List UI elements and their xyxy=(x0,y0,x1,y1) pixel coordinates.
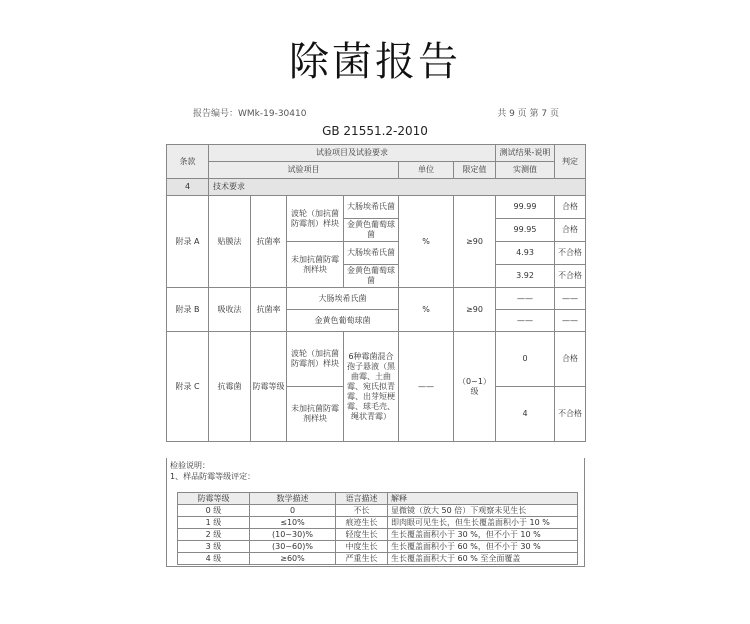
appendix-a-method: 贴膜法 xyxy=(209,196,251,288)
appendix-a-verdict-2: 合格 xyxy=(555,219,586,242)
notes-heading: 检验说明： xyxy=(170,461,210,470)
appendix-a-value-4: 3.92 xyxy=(496,265,555,288)
appendix-a-bacteria-2: 金黄色葡萄球菌 xyxy=(344,219,399,242)
grade-math: (30~60)% xyxy=(250,541,336,553)
grade-lang: 痕迹生长 xyxy=(336,517,388,529)
appendix-b-value-2: —— xyxy=(496,310,555,332)
grade-header-math: 数学描述 xyxy=(250,493,336,505)
grade-level: 1 级 xyxy=(178,517,250,529)
appendix-b-verdict-2: —— xyxy=(555,310,586,332)
grade-lang: 不长 xyxy=(336,505,388,517)
appendix-a-bacteria-3: 大肠埃希氏菌 xyxy=(344,242,399,265)
grade-row xyxy=(178,553,578,565)
grade-header-row xyxy=(178,493,578,505)
mold-grade-table xyxy=(177,492,578,565)
grade-math: ≤10% xyxy=(250,517,336,529)
appendix-c-verdict-1: 合格 xyxy=(555,332,586,387)
grade-header-explain: 解释 xyxy=(388,493,578,505)
header-limit: 限定值 xyxy=(454,162,496,179)
appendix-c-unit: —— xyxy=(399,332,454,442)
appendix-c-property: 防霉等级 xyxy=(251,332,287,442)
appendix-a-row-1 xyxy=(167,196,586,219)
grade-level: 3 级 xyxy=(178,541,250,553)
appendix-a-sample-untreated: 未加抗菌防霉剂样块 xyxy=(287,242,344,288)
appendix-b-bacteria-2: 金黄色葡萄球菌 xyxy=(287,310,399,332)
appendix-a-value-3: 4.93 xyxy=(496,242,555,265)
grade-explain: 即肉眼可见生长，但生长覆盖面积小于 10 % xyxy=(388,517,578,529)
grade-math: 0 xyxy=(250,505,336,517)
header-row-1 xyxy=(167,145,586,162)
appendix-a-bacteria-1: 大肠埃希氏菌 xyxy=(344,196,399,219)
grade-header-level: 防霉等级 xyxy=(178,493,250,505)
grade-lang: 中度生长 xyxy=(336,541,388,553)
header-items-requirements: 试验项目及试验要求 xyxy=(209,145,496,162)
grade-row xyxy=(178,529,578,541)
appendix-c-fungi: 6种霉菌混合孢子悬液（黑曲霉、土曲霉、宛氏拟青霉、出芽短梗霉、球毛壳、绳状青霉） xyxy=(344,332,399,442)
header-unit: 单位 xyxy=(399,162,454,179)
notes-grade-title: 1、样品防霉等级评定： xyxy=(170,472,256,481)
appendix-a-sample-treated: 波轮（加抗菌防霉剂）样块 xyxy=(287,196,344,242)
header-measured: 实测值 xyxy=(496,162,555,179)
grade-explain: 显微镜（放大 50 倍）下观察未见生长 xyxy=(388,505,578,517)
appendix-b-row-1 xyxy=(167,288,586,310)
appendix-c-sample-treated: 波轮（加抗菌防霉剂）样块 xyxy=(287,332,344,387)
appendix-a-bacteria-4: 金黄色葡萄球菌 xyxy=(344,265,399,288)
appendix-a-value-2: 99.95 xyxy=(496,219,555,242)
header-result-desc: 测试结果-说明 xyxy=(496,145,555,162)
header-row-2 xyxy=(167,162,586,179)
appendix-b-value-1: —— xyxy=(496,288,555,310)
appendix-b-bacteria-1: 大肠埃希氏菌 xyxy=(287,288,399,310)
grade-math: ≥60% xyxy=(250,553,336,565)
notes-section xyxy=(166,458,585,567)
appendix-a-verdict-3: 不合格 xyxy=(555,242,586,265)
grade-row xyxy=(178,505,578,517)
grade-explain: 生长覆盖面积小于 30 %，但不小于 10 % xyxy=(388,529,578,541)
appendix-a-verdict-4: 不合格 xyxy=(555,265,586,288)
appendix-a-clause: 附录 A xyxy=(167,196,209,288)
section-4-row xyxy=(167,179,586,196)
appendix-a-verdict-1: 合格 xyxy=(555,196,586,219)
appendix-c-value-1: 0 xyxy=(496,332,555,387)
test-results-table xyxy=(166,144,586,442)
standard-code: GB 21551.2-2010 xyxy=(322,124,428,138)
section-4-clause: 4 xyxy=(167,179,209,196)
appendix-a-value-1: 99.99 xyxy=(496,196,555,219)
grade-math: (10~30)% xyxy=(250,529,336,541)
report-number: 报告编号：WMk-19-30410 xyxy=(193,109,307,119)
appendix-b-unit: % xyxy=(399,288,454,332)
page-title: 除菌报告 xyxy=(289,39,461,85)
appendix-c-sample-untreated: 未加抗菌防霉剂样块 xyxy=(287,387,344,442)
appendix-a-property: 抗菌率 xyxy=(251,196,287,288)
appendix-c-limit: （0~1）级 xyxy=(454,332,496,442)
section-4-label: 技术要求 xyxy=(209,179,586,196)
appendix-c-method: 抗霉菌 xyxy=(209,332,251,442)
grade-level: 4 级 xyxy=(178,553,250,565)
appendix-b-clause: 附录 B xyxy=(167,288,209,332)
page-number: 共 9 页 第 7 页 xyxy=(497,109,559,119)
grade-row xyxy=(178,517,578,529)
grade-explain: 生长覆盖面积小于 60 %，但不小于 30 % xyxy=(388,541,578,553)
header-test-item: 试验项目 xyxy=(209,162,399,179)
grade-header-lang: 语言描述 xyxy=(336,493,388,505)
grade-explain: 生长覆盖面积大于 60 % 至全面覆盖 xyxy=(388,553,578,565)
header-clause: 条款 xyxy=(167,145,209,179)
appendix-b-method: 吸收法 xyxy=(209,288,251,332)
grade-row xyxy=(178,541,578,553)
appendix-c-clause: 附录 C xyxy=(167,332,209,442)
grade-lang: 严重生长 xyxy=(336,553,388,565)
appendix-c-row-1 xyxy=(167,332,586,387)
grade-level: 2 级 xyxy=(178,529,250,541)
appendix-c-verdict-2: 不合格 xyxy=(555,387,586,442)
appendix-a-unit: % xyxy=(399,196,454,288)
appendix-b-limit: ≥90 xyxy=(454,288,496,332)
appendix-c-value-2: 4 xyxy=(496,387,555,442)
grade-level: 0 级 xyxy=(178,505,250,517)
header-verdict: 判定 xyxy=(555,145,586,179)
appendix-b-property: 抗菌率 xyxy=(251,288,287,332)
appendix-b-verdict-1: —— xyxy=(555,288,586,310)
appendix-a-limit: ≥90 xyxy=(454,196,496,288)
grade-lang: 轻度生长 xyxy=(336,529,388,541)
